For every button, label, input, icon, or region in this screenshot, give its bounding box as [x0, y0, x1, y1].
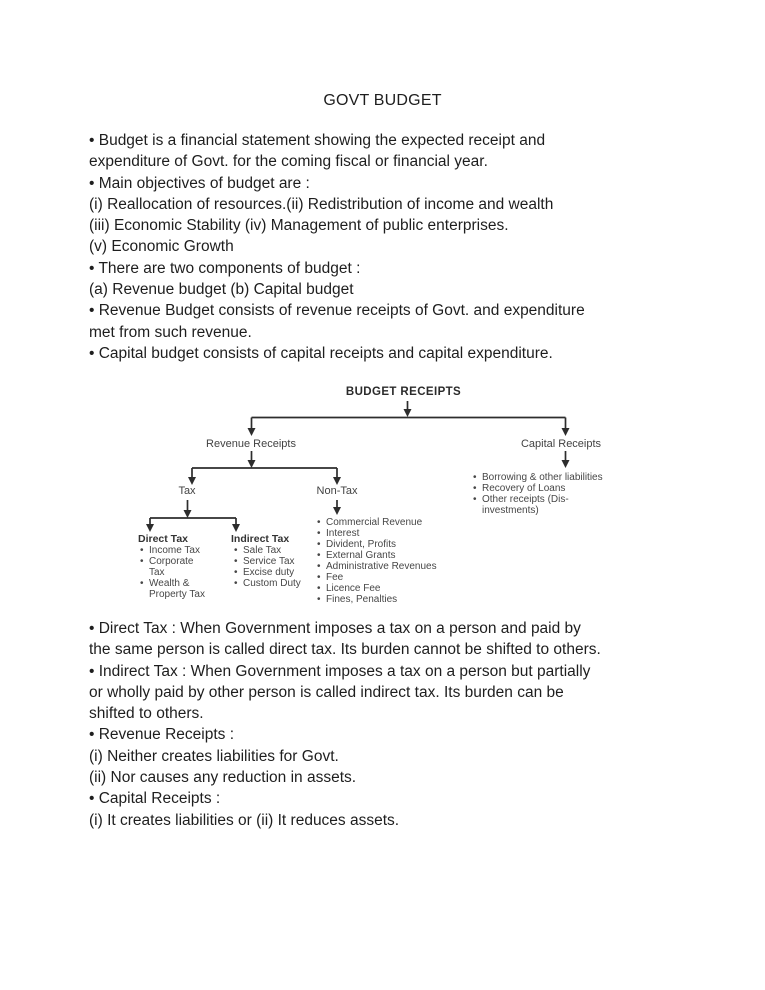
list-item: • Borrowing & other liabilities	[473, 472, 603, 483]
budget-receipts-diagram	[0, 380, 765, 618]
text-line: shifted to others.	[89, 705, 204, 723]
list-item: • Commercial Revenue	[317, 517, 423, 528]
list-item: • Wealth & Property Tax	[140, 578, 205, 600]
bullet-icon: •	[317, 594, 321, 605]
bullet-icon: •	[317, 561, 321, 572]
closing-paragraphs	[89, 618, 729, 831]
list-item: • Corporate Tax	[140, 556, 194, 578]
text-line: • Capital budget consists of capital receipts and capital expenditure.	[89, 344, 553, 362]
intro-paragraphs	[89, 130, 729, 364]
bullet-icon: •	[317, 572, 321, 583]
list-item: • Interest	[317, 528, 360, 539]
bullet-icon: •	[317, 528, 321, 539]
list-item: • Licence Fee	[317, 583, 381, 594]
list-item: • Fines, Penalties	[317, 594, 398, 605]
text-line: the same person is called direct tax. Its burden cannot be shifted to others.	[89, 641, 601, 659]
text-line: • There are two components of budget :	[89, 259, 361, 277]
node-direct-tax: Direct Tax	[138, 533, 188, 545]
bullet-icon: •	[473, 483, 477, 494]
text-line: • Indirect Tax : When Government imposes a tax on a person but partially	[89, 662, 591, 680]
bullet-icon: •	[317, 539, 321, 550]
list-item: • Sale Tax	[234, 545, 282, 556]
node-indirect-tax: Indirect Tax	[231, 533, 290, 545]
text-line: • Revenue Receipts :	[89, 726, 235, 744]
text-line: (i) Neither creates liabilities for Govt.	[89, 747, 339, 765]
non-tax-list	[317, 517, 449, 605]
bullet-icon: •	[317, 550, 321, 561]
bullet-icon: •	[234, 545, 238, 556]
text-line: • Main objectives of budget are :	[89, 174, 310, 192]
text-line: (i) Reallocation of resources.(ii) Redistribution of income and wealth	[89, 195, 554, 213]
list-item: • Other receipts (Dis-investments)	[473, 494, 569, 516]
list-item: • Fee	[317, 572, 344, 583]
bullet-icon: •	[234, 556, 238, 567]
text-line: • Direct Tax : When Government imposes a tax on a person and paid by	[89, 620, 581, 637]
bullet-icon: •	[317, 583, 321, 594]
list-item: • Excise duty	[234, 567, 295, 578]
direct-tax-list	[140, 545, 210, 600]
bullet-icon: •	[140, 556, 144, 567]
capital-receipts-list	[473, 472, 619, 516]
text-line: met from such revenue.	[89, 323, 252, 341]
list-item: • Recovery of Loans	[473, 483, 566, 494]
indirect-tax-list	[234, 545, 314, 589]
bullet-icon: •	[234, 567, 238, 578]
text-line: • Revenue Budget consists of revenue receipts of Govt. and expenditure	[89, 302, 585, 320]
node-non-tax: Non-Tax	[316, 485, 358, 497]
bullet-icon: •	[234, 578, 238, 589]
list-item: • Administrative Revenues	[317, 561, 437, 572]
list-item: • Service Tax	[234, 556, 295, 567]
text-line: (i) It creates liabilities or (ii) It reduces assets.	[89, 811, 400, 829]
list-item: • External Grants	[317, 550, 396, 561]
text-line: (a) Revenue budget (b) Capital budget	[89, 281, 354, 299]
bullet-icon: •	[317, 517, 321, 528]
text-line: (iii) Economic Stability (iv) Management of public enterprises.	[89, 217, 509, 235]
text-line: or wholly paid by other person is called indirect tax. Its burden can be	[89, 683, 564, 701]
node-revenue-receipts: Revenue Receipts	[206, 438, 296, 450]
node-budget-receipts: BUDGET RECEIPTS	[345, 386, 462, 398]
bullet-icon: •	[473, 472, 477, 483]
bullet-icon: •	[140, 578, 144, 589]
node-tax: Tax	[178, 485, 196, 497]
list-item: • Custom Duty	[234, 578, 301, 589]
list-item: • Income Tax	[140, 545, 200, 556]
page-title: GOVT BUDGET	[323, 92, 442, 109]
text-line: • Budget is a financial statement showing the expected receipt and	[89, 132, 546, 149]
list-item: • Divident, Profits	[317, 539, 397, 550]
text-line: expenditure of Govt. for the coming fiscal or financial year.	[89, 153, 488, 171]
node-capital-receipts: Capital Receipts	[520, 438, 602, 450]
text-line: • Capital Receipts :	[89, 790, 221, 808]
bullet-icon: •	[473, 494, 477, 505]
text-line: (ii) Nor causes any reduction in assets.	[89, 769, 357, 787]
text-line: (v) Economic Growth	[89, 238, 234, 256]
bullet-icon: •	[140, 545, 144, 556]
